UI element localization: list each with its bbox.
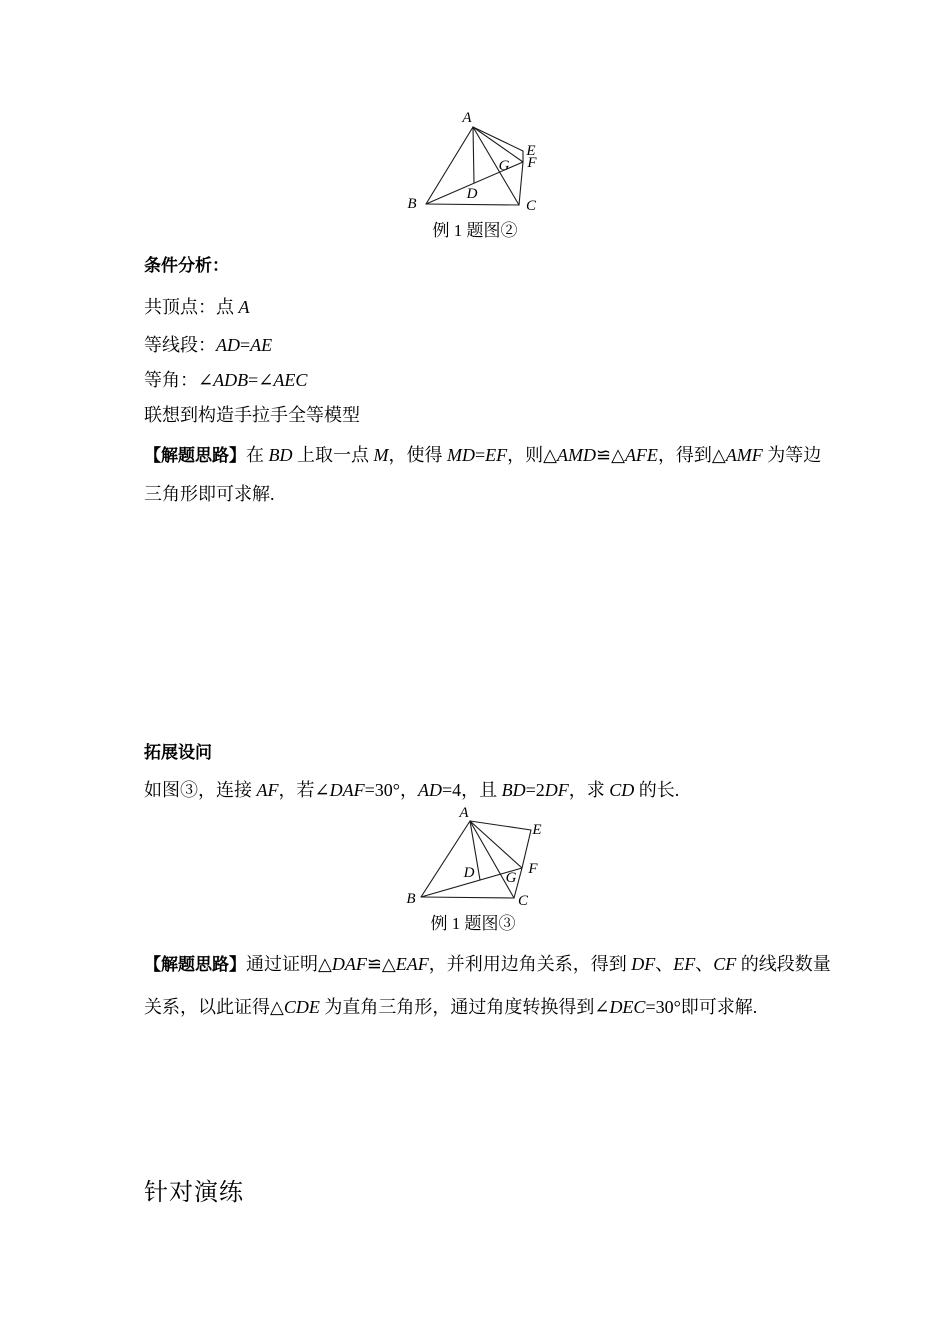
text-segment: AFE	[624, 445, 658, 465]
text-segment: DEC	[609, 997, 646, 1017]
text-segment: EF	[673, 954, 696, 974]
text-segment: ，并利用边角关系，得到	[428, 954, 632, 974]
text-segment: 、	[695, 954, 714, 974]
solution1-line2	[144, 483, 275, 506]
solution2-line2	[144, 996, 757, 1019]
vertex-label-A: A	[462, 110, 472, 126]
text-segment: =∠	[248, 370, 274, 390]
text-segment: AD	[216, 335, 240, 355]
text-segment: DAF	[329, 780, 365, 800]
practice-heading: 针对演练	[144, 1179, 244, 1206]
solution2-line1	[144, 953, 831, 976]
vertex-label-F: F	[528, 861, 538, 877]
text-segment: ，若∠	[278, 780, 330, 800]
text-segment: AE	[250, 335, 273, 355]
text-segment: 如图③，连接	[144, 780, 257, 800]
text-segment: =4，且	[441, 780, 502, 800]
edge-FC	[519, 162, 523, 205]
text-segment: 关系，以此证得△	[144, 997, 284, 1017]
text-segment: ，使得	[388, 445, 447, 465]
text-segment: ADB	[213, 370, 249, 390]
vertex-label-B: B	[407, 196, 417, 212]
text-segment: DAF	[331, 954, 367, 974]
text-segment: 在	[246, 445, 269, 465]
text-segment: DF	[544, 780, 569, 800]
extension-heading: 拓展设问	[144, 743, 212, 762]
text-segment: 等线段：	[144, 335, 216, 355]
text-segment: =30°即可求解.	[645, 997, 758, 1017]
text-segment: ，得到△	[657, 445, 726, 465]
text-segment: BD	[268, 445, 293, 465]
text-segment: EAF	[395, 954, 429, 974]
text-segment: AMF	[725, 445, 763, 465]
analysis-line-equal-angles	[144, 369, 307, 392]
text-segment: =30°，	[364, 780, 418, 800]
solution1-line1	[144, 444, 821, 467]
text-segment: =2	[525, 780, 545, 800]
vertex-label-D: D	[463, 865, 475, 881]
text-segment: 三角形即可求解.	[144, 484, 275, 504]
analysis-line-model	[144, 404, 360, 427]
analysis-line-common-vertex	[144, 296, 250, 319]
edge-BC	[426, 204, 519, 205]
text-segment: CF	[713, 954, 737, 974]
text-segment: A	[238, 297, 250, 317]
text-segment: DF	[631, 954, 656, 974]
vertex-label-G: G	[498, 158, 510, 174]
text-segment: 、	[655, 954, 674, 974]
text-segment: ，求	[568, 780, 610, 800]
text-segment: AD	[417, 780, 442, 800]
extension-question	[144, 779, 679, 802]
text-segment: 的线段数量	[736, 954, 831, 974]
vertex-label-A: A	[459, 805, 469, 821]
vertex-label-G: G	[505, 870, 517, 886]
figure2-caption: 例 1 题图②	[432, 221, 518, 240]
text-segment: AF	[256, 780, 279, 800]
figure-diagram-2	[400, 110, 550, 220]
text-segment: 【解题思路】	[144, 446, 246, 465]
text-segment: AMD	[557, 445, 596, 465]
text-segment: M	[373, 445, 389, 465]
text-segment: EF	[485, 445, 508, 465]
text-segment: 等角：∠	[144, 370, 214, 390]
text-segment: 的长.	[634, 780, 680, 800]
edge-AC	[473, 127, 519, 205]
vertex-label-D: D	[466, 186, 478, 202]
text-segment: 通过证明△	[246, 954, 332, 974]
vertex-label-C: C	[525, 198, 537, 214]
text-segment: BD	[501, 780, 526, 800]
text-segment: =	[240, 335, 251, 355]
text-segment: 联想到构造手拉手全等模型	[144, 405, 360, 425]
vertex-label-C: C	[517, 893, 529, 909]
vertex-label-E: E	[526, 143, 536, 159]
text-segment: CD	[609, 780, 635, 800]
figure3-caption: 例 1 题图③	[430, 914, 516, 933]
text-segment: =	[475, 445, 486, 465]
edge-BC	[421, 897, 514, 898]
text-segment: 【解题思路】	[144, 955, 246, 974]
figure-diagram-3	[400, 805, 550, 917]
text-segment: 共顶点：点	[144, 297, 239, 317]
text-segment: 为直角三角形，通过角度转换得到∠	[319, 997, 610, 1017]
analysis-line-equal-segments	[144, 334, 272, 357]
edge-AD	[473, 127, 474, 183]
analysis-heading: 条件分析：	[144, 256, 229, 275]
text-segment: MD	[447, 445, 475, 465]
text-segment: 上取一点	[292, 445, 374, 465]
vertex-label-B: B	[406, 891, 416, 907]
text-segment: ≌△	[366, 954, 396, 974]
edge-AF	[473, 127, 523, 162]
text-segment: ，则△	[507, 445, 557, 465]
vertex-label-F: F	[527, 155, 537, 171]
text-segment: 为等边	[762, 445, 822, 465]
text-segment: ≌△	[596, 445, 625, 465]
vertex-label-E: E	[532, 822, 542, 838]
text-segment: AEC	[273, 370, 308, 390]
text-segment: CDE	[283, 997, 320, 1017]
